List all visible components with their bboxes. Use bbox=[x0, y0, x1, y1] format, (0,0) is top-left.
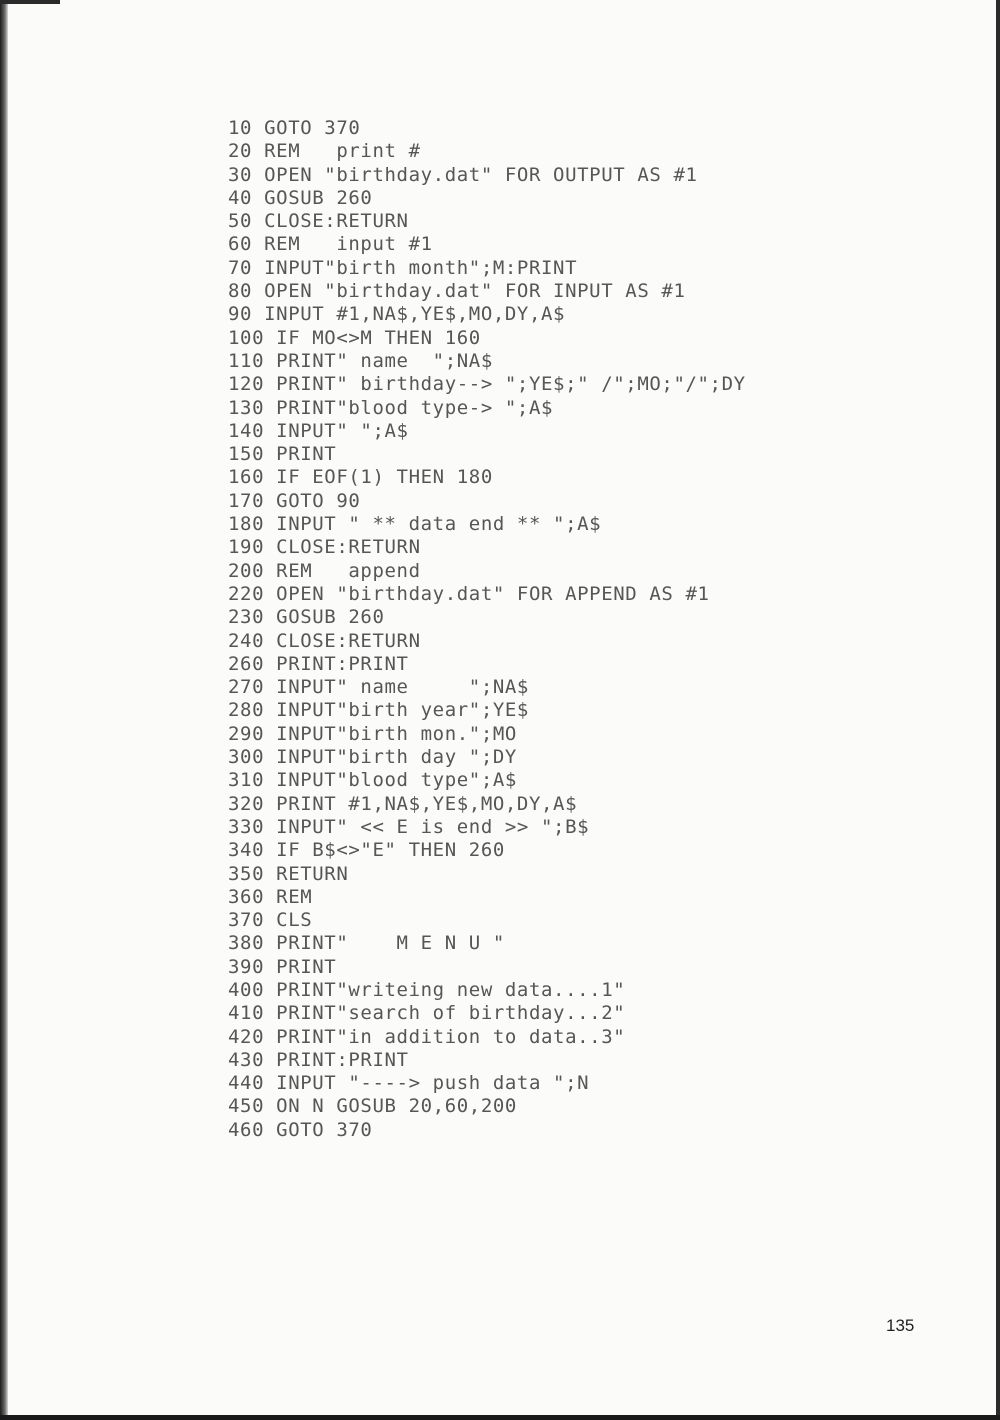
code-line: 270 INPUT" name ";NA$ bbox=[228, 676, 529, 699]
code-line: 240 CLOSE:RETURN bbox=[228, 629, 421, 652]
page-bottom-edge bbox=[0, 1415, 1000, 1420]
code-line: 460 GOTO 370 bbox=[228, 1118, 373, 1141]
code-line: 330 INPUT" << E is end >> ";B$ bbox=[228, 815, 590, 838]
code-line: 410 PRINT"search of birthday...2" bbox=[228, 1002, 626, 1025]
code-line: 400 PRINT"writeing new data....1" bbox=[228, 978, 626, 1001]
code-line: 100 IF MO<>M THEN 160 bbox=[228, 326, 481, 349]
code-line: 290 INPUT"birth mon.";MO bbox=[228, 722, 517, 745]
page-top-edge bbox=[0, 0, 60, 4]
code-line: 380 PRINT" M E N U " bbox=[228, 932, 505, 955]
code-line: 350 RETURN bbox=[228, 862, 349, 885]
code-line: 260 PRINT:PRINT bbox=[228, 652, 409, 675]
code-line: 280 INPUT"birth year";YE$ bbox=[228, 699, 529, 722]
code-line: 160 IF EOF(1) THEN 180 bbox=[228, 466, 493, 489]
code-line: 300 INPUT"birth day ";DY bbox=[228, 746, 517, 769]
page-left-edge-shadow bbox=[0, 0, 8, 1420]
code-line: 370 CLS bbox=[228, 909, 313, 932]
code-line: 220 OPEN "birthday.dat" FOR APPEND AS #1 bbox=[228, 582, 710, 605]
code-line: 180 INPUT " ** data end ** ";A$ bbox=[228, 513, 602, 536]
code-line: 80 OPEN "birthday.dat" FOR INPUT AS #1 bbox=[228, 280, 686, 303]
code-line: 90 INPUT #1,NA$,YE$,MO,DY,A$ bbox=[228, 303, 566, 326]
code-line: 390 PRINT bbox=[228, 955, 337, 978]
code-line: 50 CLOSE:RETURN bbox=[228, 210, 409, 233]
code-line: 310 INPUT"blood type";A$ bbox=[228, 769, 517, 792]
code-line: 140 INPUT" ";A$ bbox=[228, 419, 409, 442]
code-line: 130 PRINT"blood type-> ";A$ bbox=[228, 396, 554, 419]
code-line: 440 INPUT "----> push data ";N bbox=[228, 1072, 590, 1095]
code-line: 190 CLOSE:RETURN bbox=[228, 536, 421, 559]
code-line: 420 PRINT"in addition to data..3" bbox=[228, 1025, 626, 1048]
code-line: 60 REM input #1 bbox=[228, 233, 433, 256]
code-line: 230 GOSUB 260 bbox=[228, 606, 385, 629]
page-number: 135 bbox=[886, 1316, 915, 1335]
code-line: 170 GOTO 90 bbox=[228, 489, 361, 512]
code-line: 450 ON N GOSUB 20,60,200 bbox=[228, 1095, 517, 1118]
code-line: 430 PRINT:PRINT bbox=[228, 1048, 409, 1071]
code-line: 20 REM print # bbox=[228, 140, 421, 163]
code-line: 120 PRINT" birthday--> ";YE$;" /";MO;"/";DY bbox=[228, 373, 746, 396]
code-line: 40 GOSUB 260 bbox=[228, 186, 373, 209]
code-line: 10 GOTO 370 bbox=[228, 117, 361, 139]
code-line: 70 INPUT"birth month";M:PRINT bbox=[228, 256, 578, 279]
code-line: 110 PRINT" name ";NA$ bbox=[228, 349, 493, 372]
code-line: 340 IF B$<>"E" THEN 260 bbox=[228, 839, 505, 862]
code-line: 30 OPEN "birthday.dat" FOR OUTPUT AS #1 bbox=[228, 163, 698, 186]
page-right-edge bbox=[996, 0, 1000, 1420]
code-line: 360 REM bbox=[228, 885, 313, 908]
code-line: 150 PRINT bbox=[228, 443, 337, 466]
code-line: 200 REM append bbox=[228, 559, 421, 582]
code-line: 320 PRINT #1,NA$,YE$,MO,DY,A$ bbox=[228, 792, 578, 815]
basic-program-listing bbox=[228, 117, 746, 1142]
